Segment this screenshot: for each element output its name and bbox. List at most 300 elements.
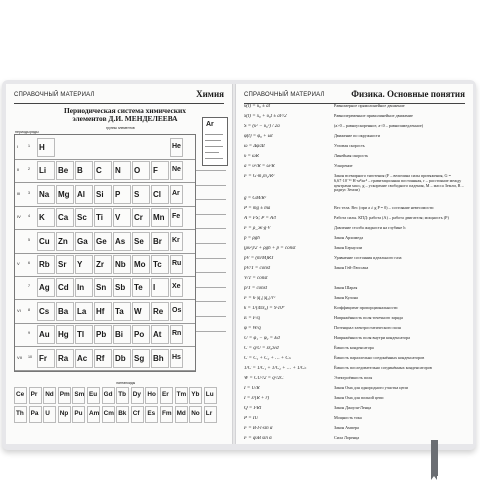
element-symbol: Bi: [115, 330, 123, 340]
table-row-divider: [15, 299, 195, 300]
element-symbol: Fe: [172, 213, 181, 221]
element-cell: [56, 302, 74, 321]
element-symbol: As: [115, 236, 126, 246]
formula-description: Уравнение состояния идеального газа: [334, 255, 402, 260]
element-symbol: Na: [39, 189, 50, 199]
element-cell: [37, 208, 55, 227]
element-cell: [94, 302, 112, 321]
element-symbol: Ar: [172, 189, 180, 197]
element-symbol: Cu: [39, 236, 50, 246]
element-symbol: Sm: [74, 391, 85, 398]
f-block-cell: [175, 387, 188, 404]
table-row-divider: [15, 182, 195, 183]
element-cell: [75, 278, 93, 297]
element-cell: [94, 208, 112, 227]
element-symbol: O: [134, 166, 141, 176]
row-number: 8: [28, 307, 30, 312]
f-block-cell: [189, 387, 202, 404]
element-symbol: Y: [77, 260, 83, 269]
formula-expression: F = B·I·l·sin α: [244, 426, 273, 431]
element-symbol: Dy: [132, 391, 141, 398]
table-row-divider: [15, 159, 195, 160]
f-block-cell: [145, 406, 158, 423]
element-cell: [151, 349, 169, 368]
left-header-subject: Химия: [196, 89, 224, 99]
element-symbol: Cf: [132, 410, 140, 417]
f-block-cell: [189, 406, 202, 423]
element-cell: [113, 349, 131, 368]
f-block-cell: [116, 406, 129, 423]
element-cell: [56, 232, 74, 251]
formula-expression: W = CU²/2 = q²/2C: [244, 376, 284, 381]
element-cell: [75, 185, 93, 204]
element-cell: [75, 232, 93, 251]
element-symbol: Si: [96, 189, 104, 199]
f-block-cell: [43, 406, 56, 423]
formula-expression: F = k·|q₁||q₂|/r²: [244, 296, 276, 301]
element-cell: [37, 185, 55, 204]
element-cell: [94, 185, 112, 204]
element-symbol: Tm: [176, 391, 187, 398]
formula-description: Потенциал электростатического поля: [334, 325, 401, 330]
formula-expression: U = φ₁ − φ₂ = Ed: [244, 336, 280, 341]
right-header-subject: Физика. Основные понятия: [351, 89, 465, 99]
element-symbol: F: [153, 166, 158, 176]
f-block-cell: [58, 387, 71, 404]
formula-expression: (ρυ²)/2 + ρgh + p = const: [244, 246, 296, 251]
element-symbol: Es: [147, 410, 156, 417]
element-cell: [75, 302, 93, 321]
element-symbol: Sr: [58, 260, 67, 269]
element-cell: [151, 325, 169, 344]
formula-description: Равнопеременное прямолинейное движение: [334, 113, 413, 118]
formula-description: Ёмкость конденсатора: [334, 345, 374, 350]
formula-expression: 1/C = 1/C₁ + 1/C₂ + … + 1/Cₙ: [244, 366, 307, 371]
element-cell: [113, 325, 131, 344]
table-row-divider: [15, 276, 195, 277]
formula-description: Закон Гей-Люссака: [334, 265, 369, 270]
element-cell: [75, 208, 93, 227]
element-cell: [37, 278, 55, 297]
element-cell: [151, 255, 169, 274]
element-cell: [170, 255, 183, 274]
element-symbol: Fm: [162, 410, 172, 417]
element-symbol: K: [39, 213, 45, 223]
element-symbol: Ag: [39, 283, 50, 293]
formula-expression: E = F/q: [244, 316, 260, 321]
element-cell: [151, 208, 169, 227]
element-cell: [37, 349, 55, 368]
element-symbol: Ac: [77, 353, 88, 363]
formula-description: Закон Ампера: [334, 425, 359, 430]
element-symbol: Cs: [39, 306, 50, 316]
period-label: I: [17, 144, 19, 149]
formula-expression: k = 1/(4πε₀) = 9·10⁹: [244, 306, 285, 311]
element-symbol: Ge: [96, 236, 107, 246]
element-symbol: Ga: [77, 236, 88, 246]
formula-expression: υ = ωR: [244, 154, 259, 159]
element-cell: [132, 255, 150, 274]
formula-description: Закон Архимеда: [334, 235, 364, 240]
element-symbol: Al: [77, 189, 85, 199]
element-cell: [170, 349, 183, 368]
element-cell: [132, 278, 150, 297]
bookmark-ribbon[interactable]: [431, 440, 438, 476]
element-symbol: Hs: [172, 353, 181, 361]
formula-expression: S = (υ² − υ₀²) / 2a: [244, 124, 280, 129]
formula-expression: ω = Δφ/Δt: [244, 144, 265, 149]
element-symbol: Mn: [153, 213, 165, 223]
periodic-table-grid: [14, 134, 196, 372]
element-symbol: Se: [134, 236, 144, 246]
formula-expression: F = G·m₁m₂/R²: [244, 174, 275, 179]
formula-description: Ёмкость последовательно соединённых конденсаторов: [334, 365, 432, 370]
row-number: 5: [28, 237, 30, 242]
element-cell: [56, 349, 74, 368]
element-symbol: Eu: [89, 391, 98, 398]
series-label: лантаноиды: [116, 381, 136, 385]
periodic-table-title: Периодическая система химических элементов Д.И. МЕНДЕЛЕЕВА: [64, 106, 186, 123]
row-number: 3: [28, 190, 30, 195]
element-cell: [113, 232, 131, 251]
element-cell: [56, 325, 74, 344]
table-row-divider: [15, 346, 195, 347]
element-symbol: Rn: [172, 330, 182, 338]
element-symbol: Zr: [96, 260, 104, 269]
rows-header: ряды: [30, 130, 39, 134]
element-symbol: Rf: [96, 353, 105, 363]
table-row-divider: [15, 370, 195, 371]
f-block-cell: [87, 406, 100, 423]
f-block-cell: [175, 406, 188, 423]
element-symbol: Tl: [77, 330, 85, 340]
formula-description: Закон Ома для однородного участка цепи: [334, 385, 408, 390]
formula-description: Напряжённость поля точечного заряда: [334, 315, 403, 320]
element-symbol: Pm: [59, 391, 70, 398]
element-symbol: N: [115, 166, 121, 176]
element-symbol: W: [134, 306, 142, 316]
element-cell: [37, 302, 55, 321]
element-symbol: Lu: [205, 391, 214, 398]
element-cell: [170, 278, 183, 297]
element-cell: [170, 161, 183, 180]
formula-expression: F = ρ_ж·g·V: [244, 226, 271, 231]
element-symbol: Am: [89, 410, 100, 417]
element-symbol: Sc: [77, 213, 87, 223]
element-symbol: Pb: [96, 330, 107, 340]
element-symbol: Sg: [134, 353, 145, 363]
element-symbol: At: [153, 330, 162, 340]
element-symbol: Er: [162, 391, 169, 398]
formula-expression: pV = (m/M)RT: [244, 256, 274, 261]
left-header-label: СПРАВОЧНЫЙ МАТЕРИАЛ: [14, 92, 95, 98]
period-label: IV: [17, 214, 21, 220]
element-symbol: Gd: [103, 391, 113, 398]
element-symbol: Bk: [118, 410, 127, 417]
f-block-cell: [14, 387, 27, 404]
f-block-cell: [14, 406, 27, 423]
table-row-divider: [15, 323, 195, 324]
element-symbol: Lr: [205, 410, 213, 417]
f-block-cell: [102, 406, 115, 423]
formula-expression: C = C₁ + C₂ + … + Cₙ: [244, 356, 291, 361]
period-label: II: [17, 167, 20, 173]
formula-expression: p = ρgh: [244, 236, 260, 241]
formula-expression: F = qυB sin α: [244, 436, 272, 441]
element-symbol: Md: [176, 410, 186, 417]
element-cell: [132, 325, 150, 344]
element-symbol: Be: [58, 166, 69, 176]
element-symbol: Kr: [172, 236, 180, 244]
element-symbol: I: [153, 283, 156, 293]
element-cell: [37, 325, 55, 344]
formula-expression: Q = I²Rt: [244, 406, 262, 411]
element-symbol: Tb: [118, 391, 126, 398]
element-symbol: H: [39, 143, 45, 152]
f-block-cell: [131, 387, 144, 404]
element-cell: [56, 255, 74, 274]
table-row-divider: [15, 206, 195, 207]
formula-expression: P = mg ± ma: [244, 206, 271, 211]
element-cell: [151, 278, 169, 297]
element-cell: [151, 161, 169, 180]
element-cell: [132, 161, 150, 180]
element-cell: [75, 349, 93, 368]
element-cell: [75, 161, 93, 180]
f-block-cell: [131, 406, 144, 423]
element-cell: [113, 208, 131, 227]
formula-expression: a = υ²/R = ω²R: [244, 164, 275, 169]
element-cell: [75, 325, 93, 344]
f-block-cell: [204, 406, 217, 423]
element-symbol: P: [115, 189, 121, 199]
element-symbol: Pa: [30, 410, 39, 417]
element-cell: [113, 185, 131, 204]
element-symbol: Rb: [39, 260, 50, 269]
legend-notes: [196, 170, 226, 345]
element-cell: [170, 325, 183, 344]
formula-description: Коэффициент пропорциональности: [334, 305, 398, 310]
element-symbol: Cd: [58, 283, 69, 293]
formula-row: [244, 173, 467, 193]
f-block-cell: [72, 387, 85, 404]
table-row-divider: [15, 253, 195, 254]
formula-description: Закон Кулона: [334, 295, 358, 300]
formula-expression: p/T = const: [244, 286, 268, 291]
formula-description: Линейная скорость: [334, 153, 369, 158]
formula-description: Сила Лоренца: [334, 435, 360, 440]
formula-description: Вес тела. Вес (при a ≠ g P = 0) – состояние невесомости: [334, 205, 434, 210]
element-cell: [113, 278, 131, 297]
period-label: VII: [17, 354, 22, 360]
element-cell: [94, 325, 112, 344]
element-cell: [56, 208, 74, 227]
element-symbol: Xe: [172, 283, 181, 291]
row-number: 7: [28, 284, 30, 289]
element-symbol: Te: [134, 283, 143, 293]
f-block-cell: [102, 387, 115, 404]
f-block-cell: [29, 387, 42, 404]
element-symbol: Ti: [96, 213, 103, 223]
period-label: VI: [17, 307, 21, 313]
formula-expression: pV/T = const: [244, 266, 271, 271]
formula-description: Угловая скорость: [334, 143, 365, 148]
formula-expression: φ = W/q: [244, 326, 261, 331]
row-number: 2: [28, 167, 30, 172]
formula-description: Движение по окружности: [334, 133, 381, 138]
element-symbol: Yb: [191, 391, 200, 398]
element-cell: [151, 185, 169, 204]
element-symbol: Pr: [30, 391, 38, 398]
f-block-cell: [43, 387, 56, 404]
element-symbol: Hg: [58, 330, 69, 340]
element-cell: [94, 349, 112, 368]
formula-expression: φ(t) = φ₀ + ωt: [244, 134, 273, 139]
element-symbol: Re: [153, 306, 164, 316]
formula-description: Работа силы. КПД: работа (A) – работа двигателя; мощность (P): [334, 215, 449, 220]
groups-label: группы элементов: [106, 126, 135, 130]
element-cell: [37, 255, 55, 274]
element-symbol: Au: [39, 330, 50, 340]
formula-expression: P = IU: [244, 416, 259, 421]
element-cell: [56, 185, 74, 204]
formula-description: Мощность тока: [334, 415, 362, 420]
formula-expression: V/T = const: [244, 276, 268, 281]
element-symbol: Po: [134, 330, 145, 340]
element-cell: [37, 138, 55, 157]
left-page: [6, 84, 233, 444]
element-symbol: Br: [153, 236, 162, 246]
element-symbol: Zn: [58, 236, 68, 246]
element-symbol: V: [115, 213, 121, 223]
element-cell: [151, 232, 169, 251]
element-symbol: Cl: [153, 189, 161, 199]
element-symbol: U: [45, 410, 50, 417]
row-number: 4: [28, 214, 30, 219]
row-number: 10: [28, 354, 32, 359]
element-symbol: Ne: [172, 166, 181, 174]
formula-expression: x(t) = x₀ + υ₀t ± at²/2: [244, 114, 287, 119]
element-symbol: Os: [172, 306, 182, 314]
element-symbol: B: [77, 166, 83, 176]
element-cell: [132, 349, 150, 368]
element-symbol: Bh: [153, 353, 164, 363]
formula-description: Закон Ома для полной цепи: [334, 395, 384, 400]
period-label: V: [17, 261, 20, 266]
element-cell: [170, 232, 183, 251]
formula-row: [244, 154, 467, 164]
element-symbol: Np: [59, 410, 69, 417]
f-block-cell: [116, 387, 129, 404]
element-cell: [132, 185, 150, 204]
element-symbol: Mg: [58, 189, 70, 199]
formula-description: Равномерное прямолинейное движение: [334, 103, 405, 108]
element-cell: [113, 255, 131, 274]
element-cell: [113, 302, 131, 321]
formula-expression: C = q/U = εε₀S/d: [244, 346, 279, 351]
element-legend: [202, 117, 228, 166]
right-page: [236, 84, 473, 444]
element-cell: [94, 278, 112, 297]
element-symbol: In: [77, 283, 85, 293]
element-cell: [94, 255, 112, 274]
element-cell: [37, 161, 55, 180]
element-symbol: Nb: [115, 260, 126, 269]
element-symbol: S: [134, 189, 140, 199]
element-cell: [94, 161, 112, 180]
element-cell: [132, 208, 150, 227]
element-cell: [170, 302, 183, 321]
element-symbol: Hf: [96, 306, 105, 316]
element-symbol: Ba: [58, 306, 69, 316]
formula-description: (a>0 – равноускоренное, a<0 – равнозамедленное): [334, 123, 424, 128]
element-symbol: He: [172, 143, 181, 150]
element-cell: [170, 138, 183, 157]
element-cell: [75, 255, 93, 274]
element-cell: [56, 161, 74, 180]
element-symbol: Tc: [153, 260, 162, 269]
row-number: 1: [28, 144, 30, 148]
element-symbol: C: [96, 166, 102, 176]
formula-description: Электроёмкость поля: [334, 375, 373, 380]
element-symbol: Db: [115, 353, 126, 363]
f-block-cell: [72, 406, 85, 423]
formula-expression: υ(t) = υ₀ ± at: [244, 104, 271, 109]
table-row-divider: [15, 229, 195, 230]
f-block-cell: [29, 406, 42, 423]
formula-description: Закон Джоуля-Ленца: [334, 405, 372, 410]
element-symbol: Li: [39, 166, 47, 176]
element-symbol: Nd: [45, 391, 54, 398]
formula-expression: A = FS; P = A/t: [244, 216, 276, 221]
element-symbol: No: [191, 410, 200, 417]
element-cell: [151, 302, 169, 321]
left-page-header: [14, 91, 224, 104]
formula-description: Закон всемирного тяготения (F – величина силы притяжения, G = 6,67·10⁻¹¹ Н·м²/кг² – гравитационная постоянная, r – расстояние между центрами масс, g – ускорение свободного падения, M – масса Земли, R – радиус Земли): [334, 173, 464, 193]
f-block-cell: [87, 387, 100, 404]
element-symbol: Ta: [115, 306, 124, 316]
element-symbol: Cm: [103, 410, 114, 417]
formula-row: [244, 266, 467, 276]
f-block-cell: [204, 387, 217, 404]
row-number: 6: [28, 261, 30, 265]
element-symbol: Ce: [16, 391, 25, 398]
f-block-cell: [160, 406, 173, 423]
f-block-cell: [160, 387, 173, 404]
element-cell: [170, 208, 183, 227]
element-symbol: Ra: [58, 353, 69, 363]
row-number: 9: [28, 331, 30, 336]
right-header-label: СПРАВОЧНЫЙ МАТЕРИАЛ: [244, 92, 325, 98]
formula-expression: I = ε/(R + r): [244, 396, 270, 401]
formula-description: Давление столба жидкости на глубине h: [334, 225, 406, 230]
element-cell: [37, 232, 55, 251]
element-cell: [94, 232, 112, 251]
element-symbol: Ca: [58, 213, 69, 223]
f-block-cell: [145, 387, 158, 404]
element-cell: [170, 185, 183, 204]
element-symbol: Pu: [74, 410, 83, 417]
formula-description: Закон Шарля: [334, 285, 358, 290]
element-symbol: Ho: [147, 391, 156, 398]
period-label: III: [17, 190, 21, 196]
element-cell: [132, 232, 150, 251]
element-symbol: La: [77, 306, 87, 316]
element-cell: [132, 302, 150, 321]
formula-description: Ёмкость параллельно соединённых конденсаторов: [334, 355, 425, 360]
formula-expression: I = U/R: [244, 386, 260, 391]
formula-description: Закон Бернулли: [334, 245, 363, 250]
